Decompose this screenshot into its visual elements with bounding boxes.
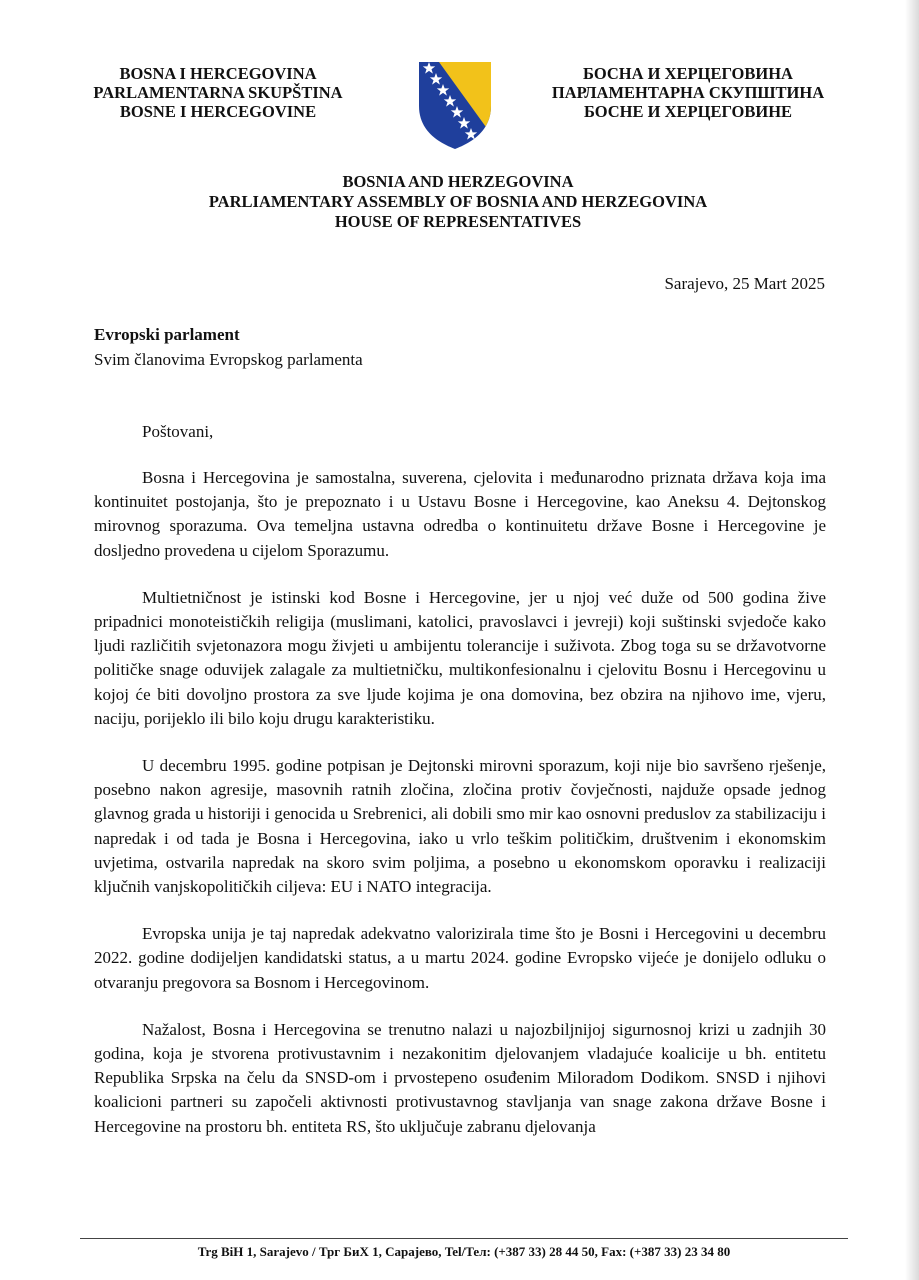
coat-of-arms-icon [417, 60, 493, 150]
letter-body [94, 466, 826, 1162]
header-right-line: БОСНЕ И ХЕРЦЕГОВИНЕ [583, 102, 793, 121]
header-local-latin [68, 64, 368, 121]
header-english [60, 172, 856, 232]
letter-date: Sarajevo, 25 Mart 2025 [664, 274, 825, 293]
header-local-cyrillic [538, 64, 838, 121]
header-left-line: BOSNA I HERCEGOVINA [119, 64, 317, 83]
body-paragraph: Evropska unija je taj napredak adekvatno valorizirala time što je Bosni i Hercegovini u decembru 2022. godine dodijeljen kandidatski status, a u martu 2024. godine Evropsko vijeće je donijelo odluku o otvaranju pregovora sa Bosnom i Hercegovinom. [94, 924, 826, 992]
page-edge-shadow [905, 0, 919, 1280]
header-english-line: BOSNIA AND HERZEGOVINA [342, 172, 574, 191]
header-right-line: ПАРЛАМЕНТАРНА СКУПШТИНА [551, 83, 825, 102]
header-english-line: HOUSE OF REPRESENTATIVES [334, 212, 582, 231]
body-paragraph: Multietničnost je istinski kod Bosne i Hercegovine, jer u njoj već duže od 500 godina žive pripadnici monoteističkih religija (muslimani, katolici, pravoslavci i jevreji) koji suštinski svjedoče kako ljudi različitih svjetonazora mogu živjeti u ambijentu tolerancije i suživota. Zbog toga su se državotvorne političke snage oduvijek zalagale za multietničku, multikonfesionalnu i cjelovitu Bosnu i Hercegovinu u kojoj će biti dovoljno prostora za sve ljude kojima je ona domovina, bez obzira na njihovo ime, vjeru, naciju, porijeklo ili bilo koju drugu karakteristiku. [94, 587, 826, 728]
recipient-block [94, 322, 363, 372]
recipient-sub: Svim članovima Evropskog parlamenta [94, 350, 363, 369]
footer-divider [80, 1238, 848, 1239]
header-left-line: PARLAMENTARNA SKUPŠTINA [93, 83, 343, 102]
header-right-line: БОСНА И ХЕРЦЕГОВИНА [583, 64, 793, 83]
footer-contact: Trg BiH 1, Sarajevo / Трг БиХ 1, Сарајево, Tel/Тел: (+387 33) 28 44 50, Fax: (+387 33) 23 34 80 [197, 1244, 731, 1259]
header-left-line: BOSNE I HERCEGOVINE [119, 102, 317, 121]
recipient-name: Evropski parlament [94, 325, 240, 344]
body-paragraph: U decembru 1995. godine potpisan je Dejtonski mirovni sporazum, koji nije bio savršeno rješenje, posebno nakon agresije, masovnih ratnih zločina, zločina protiv čovječnosti, najduže opsade jednog glavnog grada u historiji i genocida u Srebrenici, ali dobili smo mir kao osnovni preduslov za stabilizaciju i napredak i od tada je Bosna i Hercegovina, iako u vrlo teškim političkim, društvenim i ekonomskim uvjetima, ostvarila napredak na skoro svim poljima, a posebno u ekonomskom oporavku i realizaciji ključnih vanjskopolitičkih ciljeva: EU i NATO integracija. [94, 756, 826, 897]
greeting: Poštovani, [142, 422, 214, 441]
body-paragraph: Nažalost, Bosna i Hercegovina se trenutno nalazi u najozbiljnijoj sigurnosnoj krizi u zadnjih 30 godina, koja je stvorena protivustavnim i nezakonitim djelovanjem vladajuće koalicije u bh. entitetu Republika Srpska na čelu da SNSD-om i prvostepeno osuđenim Miloradom Dodikom. SNSD i njihovi koalicioni partneri su započeli aktivnosti protivustavnog stavljanja van snage zakona države Bosne i Hercegovine na prostoru bh. entiteta RS, što uključuje zabranu djelovanja [94, 1019, 826, 1136]
header-english-line: PARLIAMENTARY ASSEMBLY OF BOSNIA AND HERZEGOVINA [208, 192, 708, 211]
body-paragraph: Bosna i Hercegovina je samostalna, suverena, cjelovita i međunarodno priznata država koja ima kontinuitet postojanja, što je prepoznato i u Ustavu Bosne i Hercegovine, kao Aneksu 4. Dejtonskog mirovnog sporazuma. Ova temeljna ustavna odredba o kontinuitetu države Bosne i Hercegovine je dosljedno provedena u cijelom Sporazumu. [94, 468, 826, 560]
